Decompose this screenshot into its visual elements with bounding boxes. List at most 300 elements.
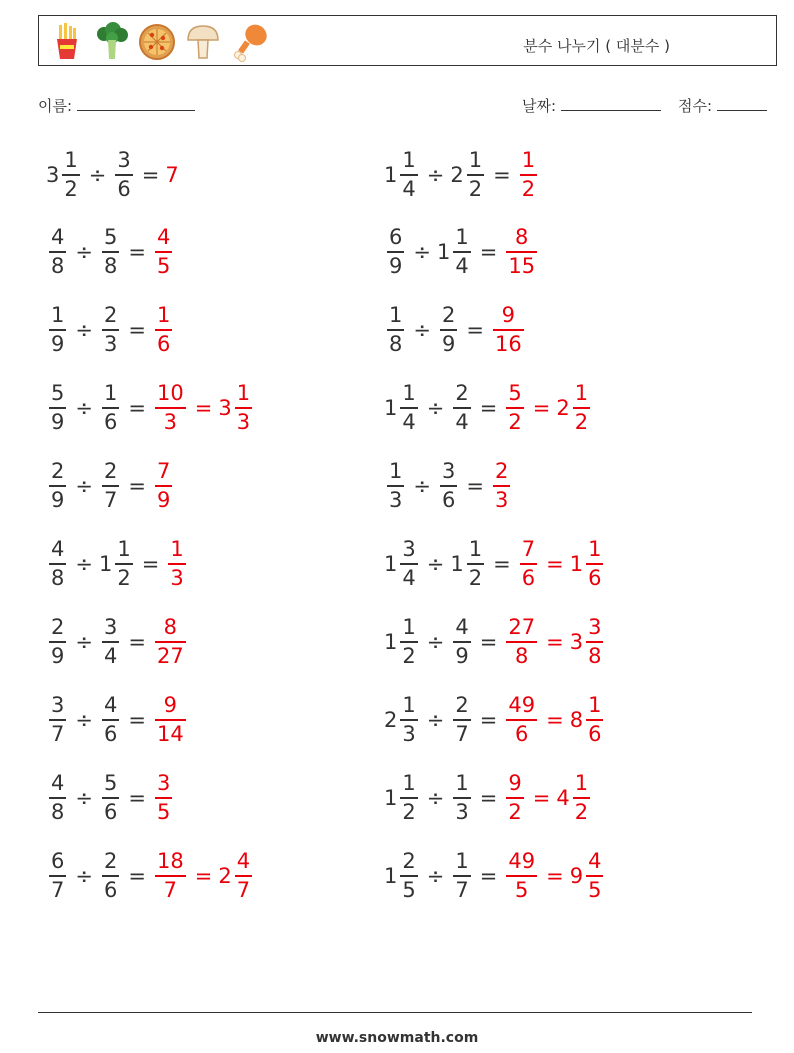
answer bbox=[152, 224, 175, 280]
numerator: 3 bbox=[103, 615, 118, 639]
denominator: 6 bbox=[156, 332, 171, 356]
whole-part: 7 bbox=[165, 163, 179, 187]
equals-sign: = bbox=[479, 240, 498, 264]
fraction bbox=[586, 536, 603, 592]
date-blank[interactable] bbox=[561, 94, 661, 111]
mixed-number bbox=[46, 536, 69, 592]
fraction bbox=[493, 458, 510, 514]
numerator: 1 bbox=[574, 381, 589, 405]
mixed-number bbox=[384, 380, 421, 436]
denominator: 6 bbox=[588, 566, 602, 590]
mixed-number bbox=[384, 458, 407, 514]
equals-sign: = bbox=[128, 396, 146, 420]
numerator: 1 bbox=[117, 537, 131, 561]
mixed-number bbox=[384, 536, 421, 592]
fraction bbox=[155, 380, 186, 436]
numerator: 9 bbox=[501, 303, 516, 327]
denominator: 2 bbox=[402, 644, 416, 668]
equals-sign: = bbox=[128, 240, 146, 264]
denominator: 4 bbox=[455, 254, 469, 278]
fraction bbox=[102, 614, 119, 670]
numerator: 8 bbox=[515, 225, 529, 249]
whole-part: 1 bbox=[384, 396, 398, 420]
denominator: 6 bbox=[103, 722, 118, 746]
fraction bbox=[400, 692, 417, 748]
denominator: 9 bbox=[51, 410, 65, 434]
fraction bbox=[506, 692, 537, 748]
numerator: 1 bbox=[51, 303, 65, 327]
mixed-number bbox=[384, 147, 421, 203]
fraction bbox=[467, 147, 484, 203]
problem-item bbox=[46, 222, 175, 282]
fraction bbox=[400, 380, 417, 436]
mixed-number bbox=[384, 848, 421, 904]
denominator: 4 bbox=[402, 410, 416, 434]
answer bbox=[152, 614, 189, 670]
denominator: 6 bbox=[521, 566, 536, 590]
mixed-number bbox=[218, 380, 255, 436]
equals-sign: = bbox=[546, 864, 564, 888]
whole-part: 3 bbox=[569, 630, 584, 654]
denominator: 2 bbox=[64, 177, 78, 201]
answer bbox=[165, 163, 178, 187]
mixed-number bbox=[46, 302, 69, 358]
score-label: 점수: bbox=[678, 97, 713, 115]
numerator: 1 bbox=[389, 303, 403, 327]
fraction bbox=[155, 848, 186, 904]
fraction bbox=[235, 380, 252, 436]
problem-item bbox=[384, 222, 540, 282]
answer bbox=[503, 614, 606, 670]
answer bbox=[152, 848, 255, 904]
denominator: 9 bbox=[51, 488, 65, 512]
fraction bbox=[453, 380, 470, 436]
divide-sign: ÷ bbox=[426, 864, 445, 888]
numerator: 18 bbox=[156, 849, 184, 873]
answer bbox=[503, 770, 593, 826]
numerator: 2 bbox=[455, 693, 469, 717]
mixed-number bbox=[46, 614, 69, 670]
numerator: 49 bbox=[508, 693, 536, 717]
fraction bbox=[506, 614, 537, 670]
numerator: 1 bbox=[156, 303, 171, 327]
equals-sign: = bbox=[493, 552, 511, 576]
broccoli-icon bbox=[94, 22, 130, 62]
problem-item bbox=[384, 456, 513, 516]
equals-sign: = bbox=[141, 163, 160, 187]
mixed-number bbox=[570, 536, 607, 592]
divide-sign: ÷ bbox=[75, 318, 93, 342]
score-blank[interactable] bbox=[717, 94, 767, 111]
numerator: 4 bbox=[51, 771, 65, 795]
equals-sign: = bbox=[128, 630, 146, 654]
denominator: 9 bbox=[156, 488, 171, 512]
numerator: 1 bbox=[236, 381, 251, 405]
whole-part: 1 bbox=[384, 552, 398, 576]
mixed-number bbox=[384, 302, 407, 358]
whole-part: 1 bbox=[450, 552, 464, 576]
fraction bbox=[49, 224, 66, 280]
mixed-number bbox=[384, 770, 421, 826]
numerator: 2 bbox=[103, 459, 118, 483]
divide-sign: ÷ bbox=[413, 474, 431, 498]
answer bbox=[152, 770, 175, 826]
fraction bbox=[62, 147, 79, 203]
numerator: 4 bbox=[455, 615, 469, 639]
problem-item bbox=[46, 768, 175, 828]
fraction bbox=[400, 147, 417, 203]
mixed-number bbox=[450, 614, 473, 670]
fraction bbox=[155, 770, 172, 826]
denominator: 8 bbox=[103, 254, 118, 278]
divide-sign: ÷ bbox=[426, 163, 445, 187]
mixed-number bbox=[165, 163, 178, 187]
numerator: 4 bbox=[588, 849, 602, 873]
mushroom-icon bbox=[185, 22, 221, 62]
numerator: 49 bbox=[508, 849, 536, 873]
equals-sign: = bbox=[479, 786, 498, 810]
problem-item bbox=[384, 768, 593, 828]
answer bbox=[152, 380, 255, 436]
mixed-number bbox=[152, 224, 175, 280]
numerator: 4 bbox=[236, 849, 251, 873]
problem-item bbox=[384, 378, 593, 438]
numerator: 1 bbox=[588, 537, 602, 561]
answer bbox=[503, 380, 593, 436]
fraction bbox=[102, 848, 119, 904]
denominator: 2 bbox=[468, 566, 483, 590]
numerator: 1 bbox=[402, 615, 416, 639]
denominator: 3 bbox=[494, 488, 509, 512]
fraction bbox=[49, 536, 66, 592]
denominator: 8 bbox=[51, 800, 65, 824]
numerator: 1 bbox=[468, 537, 483, 561]
mixed-number bbox=[152, 848, 189, 904]
fraction bbox=[506, 848, 537, 904]
problem-item bbox=[384, 612, 606, 672]
fraction bbox=[168, 536, 185, 592]
fraction bbox=[453, 224, 470, 280]
denominator: 3 bbox=[103, 332, 118, 356]
fraction bbox=[115, 147, 132, 203]
denominator: 6 bbox=[117, 177, 131, 201]
divide-sign: ÷ bbox=[426, 630, 445, 654]
denominator: 2 bbox=[574, 410, 589, 434]
mixed-number bbox=[384, 692, 421, 748]
mixed-number bbox=[556, 770, 593, 826]
fraction bbox=[506, 380, 523, 436]
mixed-number bbox=[450, 536, 487, 592]
fraction bbox=[467, 536, 484, 592]
fraction bbox=[115, 536, 132, 592]
denominator: 7 bbox=[103, 488, 118, 512]
answer bbox=[165, 536, 188, 592]
drumstick-icon bbox=[230, 22, 270, 62]
denominator: 7 bbox=[455, 722, 469, 746]
numerator: 2 bbox=[51, 615, 65, 639]
equals-sign: = bbox=[479, 708, 498, 732]
equals-sign: = bbox=[466, 474, 484, 498]
denominator: 6 bbox=[515, 722, 529, 746]
fraction bbox=[387, 302, 404, 358]
denominator: 4 bbox=[455, 410, 469, 434]
divide-sign: ÷ bbox=[426, 552, 445, 576]
mixed-number bbox=[570, 692, 607, 748]
equals-sign: = bbox=[546, 630, 564, 654]
mixed-number bbox=[152, 614, 189, 670]
mixed-number bbox=[503, 692, 540, 748]
denominator: 4 bbox=[402, 566, 416, 590]
numerator: 2 bbox=[402, 849, 416, 873]
fraction bbox=[49, 380, 66, 436]
denominator: 5 bbox=[515, 878, 529, 902]
pizza-icon bbox=[137, 22, 177, 62]
fraction bbox=[453, 770, 470, 826]
mixed-number bbox=[490, 302, 527, 358]
answer bbox=[517, 147, 540, 203]
whole-part: 1 bbox=[384, 163, 398, 187]
equals-sign: = bbox=[128, 864, 146, 888]
denominator: 7 bbox=[51, 878, 65, 902]
equals-sign: = bbox=[546, 552, 564, 576]
denominator: 9 bbox=[51, 332, 65, 356]
name-blank[interactable] bbox=[77, 94, 195, 111]
fraction bbox=[453, 848, 470, 904]
equals-sign: = bbox=[493, 163, 511, 187]
equals-sign: = bbox=[128, 318, 146, 342]
mixed-number bbox=[517, 536, 540, 592]
denominator: 7 bbox=[51, 722, 65, 746]
denominator: 2 bbox=[508, 800, 522, 824]
mixed-number bbox=[437, 224, 474, 280]
mixed-number bbox=[570, 848, 607, 904]
problem-item bbox=[46, 456, 175, 516]
divide-sign: ÷ bbox=[413, 318, 431, 342]
fraction bbox=[586, 848, 603, 904]
mixed-number bbox=[99, 770, 122, 826]
answer bbox=[517, 536, 607, 592]
mixed-number bbox=[46, 770, 69, 826]
numerator: 1 bbox=[402, 148, 416, 172]
mixed-number bbox=[46, 224, 69, 280]
denominator: 2 bbox=[508, 410, 522, 434]
numerator: 4 bbox=[156, 225, 171, 249]
problem-item bbox=[384, 534, 606, 594]
numerator: 1 bbox=[402, 693, 416, 717]
fraction bbox=[235, 848, 252, 904]
fraction bbox=[453, 614, 470, 670]
equals-sign: = bbox=[194, 864, 213, 888]
numerator: 1 bbox=[574, 771, 589, 795]
denominator: 7 bbox=[236, 878, 251, 902]
mixed-number bbox=[46, 458, 69, 514]
numerator: 3 bbox=[588, 615, 602, 639]
numerator: 8 bbox=[163, 615, 178, 639]
fraction bbox=[49, 692, 66, 748]
denominator: 8 bbox=[588, 644, 602, 668]
denominator: 5 bbox=[402, 878, 416, 902]
answer bbox=[490, 458, 513, 514]
denominator: 9 bbox=[51, 644, 65, 668]
mixed-number bbox=[450, 380, 473, 436]
whole-part: 2 bbox=[218, 864, 232, 888]
whole-part: 1 bbox=[436, 240, 451, 264]
divide-sign: ÷ bbox=[88, 163, 107, 187]
divide-sign: ÷ bbox=[75, 240, 93, 264]
numerator: 3 bbox=[51, 693, 65, 717]
denominator: 3 bbox=[170, 566, 184, 590]
whole-part: 1 bbox=[98, 552, 113, 576]
numerator: 1 bbox=[402, 771, 416, 795]
problem-item bbox=[384, 145, 540, 205]
problem-item bbox=[384, 846, 606, 906]
denominator: 9 bbox=[441, 332, 456, 356]
denominator: 8 bbox=[51, 566, 65, 590]
mixed-number bbox=[570, 614, 607, 670]
equals-sign: = bbox=[479, 864, 498, 888]
fraction bbox=[400, 614, 417, 670]
denominator: 8 bbox=[51, 254, 65, 278]
mixed-number bbox=[503, 224, 540, 280]
whole-part: 1 bbox=[384, 630, 398, 654]
fraction bbox=[440, 458, 457, 514]
denominator: 7 bbox=[163, 878, 178, 902]
mixed-number bbox=[99, 302, 122, 358]
name-label: 이름: bbox=[38, 97, 73, 115]
mixed-number bbox=[152, 302, 175, 358]
numerator: 7 bbox=[521, 537, 536, 561]
divide-sign: ÷ bbox=[75, 630, 93, 654]
numerator: 3 bbox=[156, 771, 171, 795]
equals-sign: = bbox=[479, 630, 498, 654]
fraction bbox=[506, 770, 523, 826]
mixed-number bbox=[165, 536, 188, 592]
mixed-number bbox=[450, 147, 487, 203]
divide-sign: ÷ bbox=[426, 708, 445, 732]
denominator: 5 bbox=[156, 800, 171, 824]
mixed-number bbox=[46, 848, 69, 904]
problem-item bbox=[46, 690, 189, 750]
whole-part: 4 bbox=[556, 786, 570, 810]
mixed-number bbox=[503, 848, 540, 904]
fraction bbox=[586, 692, 603, 748]
answer bbox=[503, 848, 606, 904]
denominator: 2 bbox=[521, 177, 536, 201]
divide-sign: ÷ bbox=[426, 786, 445, 810]
problem-item bbox=[384, 300, 527, 360]
divide-sign: ÷ bbox=[426, 396, 445, 420]
mixed-number bbox=[450, 848, 473, 904]
denominator: 2 bbox=[574, 800, 589, 824]
equals-sign: = bbox=[194, 396, 213, 420]
fraction bbox=[102, 692, 119, 748]
numerator: 6 bbox=[51, 849, 65, 873]
denominator: 7 bbox=[455, 878, 469, 902]
whole-part: 2 bbox=[556, 396, 570, 420]
numerator: 9 bbox=[508, 771, 522, 795]
denominator: 6 bbox=[103, 410, 118, 434]
numerator: 1 bbox=[455, 771, 469, 795]
equals-sign: = bbox=[128, 786, 146, 810]
equals-sign: = bbox=[532, 396, 551, 420]
numerator: 2 bbox=[103, 849, 118, 873]
fraction bbox=[155, 224, 172, 280]
equals-sign: = bbox=[546, 708, 564, 732]
numerator: 1 bbox=[455, 225, 469, 249]
footer-divider bbox=[38, 1012, 752, 1013]
fraction bbox=[155, 302, 172, 358]
numerator: 1 bbox=[170, 537, 184, 561]
denominator: 3 bbox=[389, 488, 403, 512]
divide-sign: ÷ bbox=[75, 786, 93, 810]
denominator: 5 bbox=[588, 878, 602, 902]
fraction bbox=[520, 536, 537, 592]
fraction bbox=[506, 224, 537, 280]
denominator: 3 bbox=[402, 722, 416, 746]
fraction bbox=[155, 458, 172, 514]
fraction bbox=[49, 614, 66, 670]
numerator: 5 bbox=[103, 771, 118, 795]
problem-item bbox=[46, 846, 255, 906]
problem-item bbox=[46, 612, 189, 672]
denominator: 2 bbox=[117, 566, 131, 590]
answer bbox=[152, 302, 175, 358]
mixed-number bbox=[152, 380, 189, 436]
mixed-number bbox=[152, 770, 175, 826]
fraction bbox=[102, 224, 119, 280]
mixed-number bbox=[46, 380, 69, 436]
fraction bbox=[573, 770, 590, 826]
fraction bbox=[102, 458, 119, 514]
fraction bbox=[400, 536, 417, 592]
numerator: 1 bbox=[521, 148, 536, 172]
numerator: 5 bbox=[51, 381, 65, 405]
fraction bbox=[155, 614, 186, 670]
denominator: 27 bbox=[156, 644, 184, 668]
answer bbox=[503, 224, 540, 280]
numerator: 1 bbox=[103, 381, 118, 405]
whole-part: 1 bbox=[569, 552, 584, 576]
mixed-number bbox=[437, 302, 460, 358]
numerator: 7 bbox=[156, 459, 171, 483]
mixed-number bbox=[503, 770, 526, 826]
divide-sign: ÷ bbox=[75, 396, 93, 420]
fraction bbox=[387, 224, 404, 280]
mixed-number bbox=[99, 224, 122, 280]
fraction bbox=[440, 302, 457, 358]
mixed-number bbox=[99, 536, 136, 592]
numerator: 27 bbox=[508, 615, 536, 639]
equals-sign: = bbox=[128, 708, 146, 732]
footer-url[interactable]: www.snowmath.com bbox=[315, 1030, 479, 1046]
numerator: 6 bbox=[389, 225, 403, 249]
denominator: 4 bbox=[103, 644, 118, 668]
answer bbox=[503, 692, 606, 748]
date-label: 날짜: bbox=[522, 97, 557, 115]
fraction bbox=[573, 380, 590, 436]
mixed-number bbox=[99, 848, 122, 904]
denominator: 4 bbox=[402, 177, 416, 201]
mixed-number bbox=[99, 458, 122, 514]
numerator: 1 bbox=[402, 381, 416, 405]
fraction bbox=[400, 770, 417, 826]
numerator: 4 bbox=[103, 693, 118, 717]
numerator: 2 bbox=[51, 459, 65, 483]
mixed-number bbox=[384, 614, 421, 670]
whole-part: 2 bbox=[450, 163, 464, 187]
mixed-number bbox=[437, 458, 460, 514]
mixed-number bbox=[517, 147, 540, 203]
